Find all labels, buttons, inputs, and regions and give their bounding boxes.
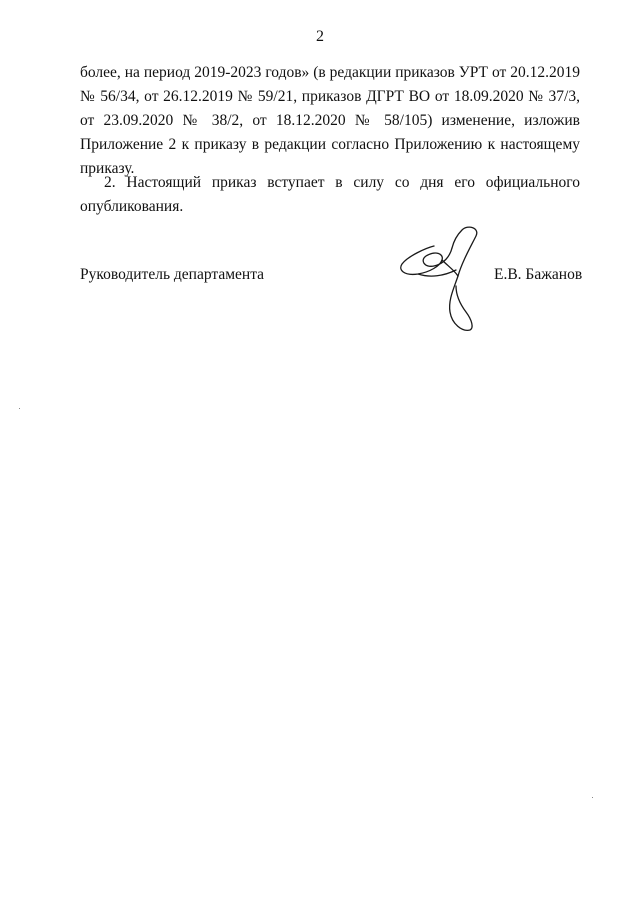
page-number: 2 [316, 28, 324, 45]
scan-speck [19, 408, 20, 409]
signature-strokes [401, 227, 477, 330]
handwritten-signature [396, 226, 496, 341]
signatory-position: Руководитель департамента [80, 266, 265, 283]
body-paragraph-1: более, на период 2019-2023 годов» (в редакции приказов УРТ от 20.12.2019 № 56/34, от 26.12.2019 № 59/21, приказов ДГРТ ВО от 18.09.2020 № 37/3, от 23.09.2020 № 38/2, от 18.12.2020 № 58/105) изменение, изложив Приложение 2 к приказу в редакции согласно Приложению к настоящему приказу. [80, 64, 580, 177]
body-paragraph-2: 2. Настоящий приказ вступает в силу со дня его официального опубликования. [80, 174, 580, 215]
scan-speck [592, 797, 593, 798]
signatory-name: Е.В. Бажанов [494, 266, 583, 283]
